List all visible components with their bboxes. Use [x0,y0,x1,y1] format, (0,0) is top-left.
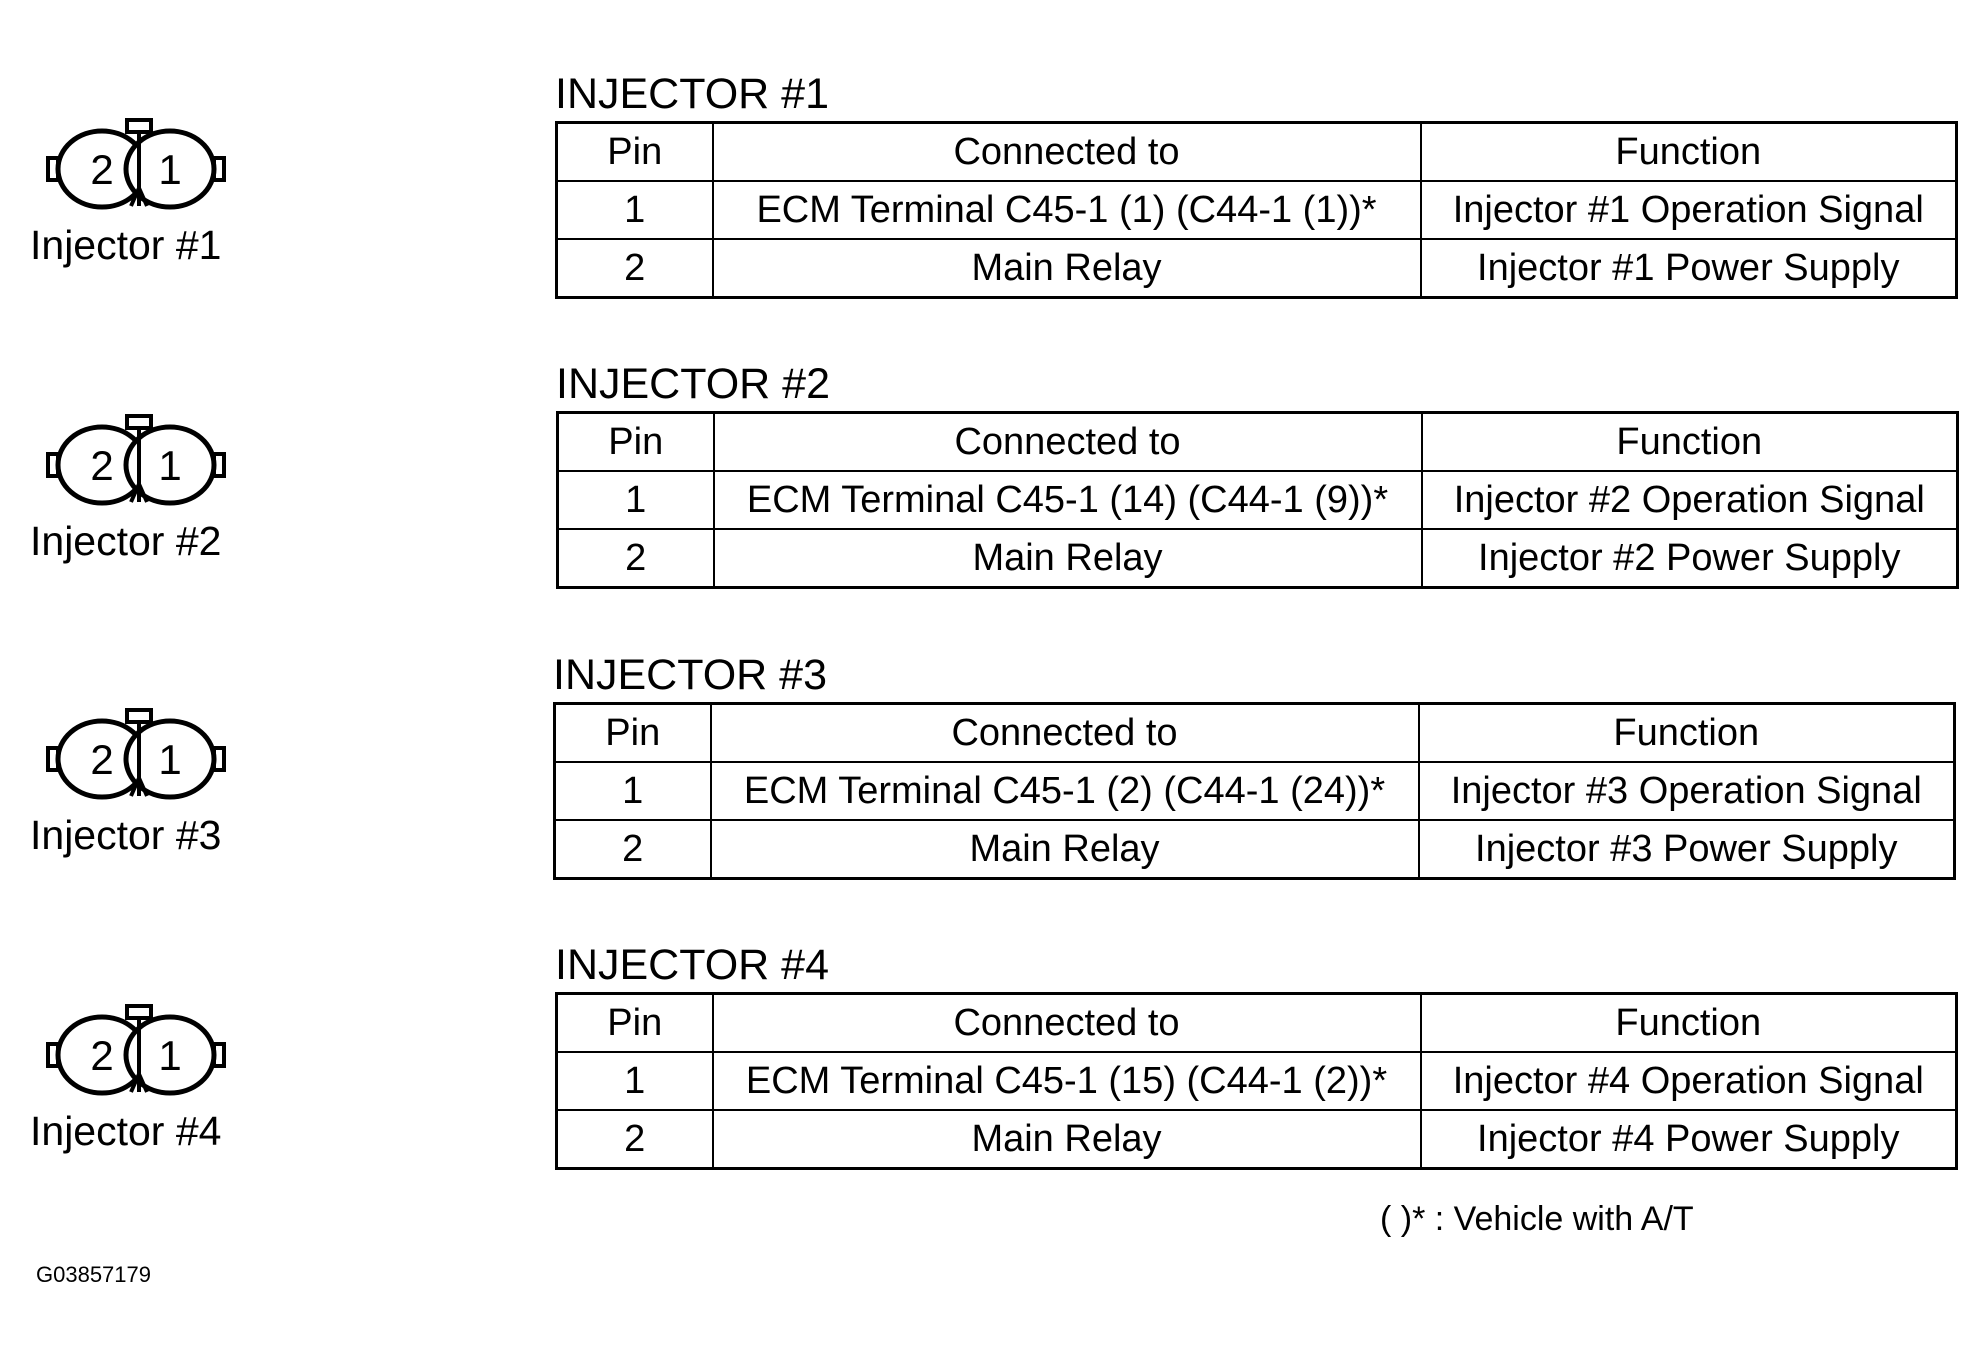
table-header-row [557,994,1957,1053]
section-title: INJECTOR #4 [555,941,829,989]
table-row [555,762,1955,820]
pin-cell: 1 [557,1052,713,1110]
column-header-function: Function [1421,994,1957,1053]
pin-cell: 2 [555,820,711,879]
pin-cell: 1 [558,471,714,529]
column-header-function: Function [1421,123,1957,182]
function-cell: Injector #2 Power Supply [1422,529,1958,588]
connector-injector-1 [30,118,290,269]
column-header-pin: Pin [555,704,711,763]
table-row [557,1052,1957,1110]
connector-label: Injector #3 [30,812,222,858]
table-row [557,1110,1957,1169]
column-header-connected: Connected to [714,413,1422,472]
connected-cell: ECM Terminal C45-1 (14) (C44-1 (9))* [714,471,1422,529]
connector-pin-2: 2 [90,736,114,783]
connected-cell: Main Relay [713,239,1421,298]
column-header-function: Function [1419,704,1955,763]
pin-table [555,992,1958,1170]
footnote: ( )* : Vehicle with A/T [1380,1200,1694,1238]
column-header-pin: Pin [557,123,713,182]
connected-cell: ECM Terminal C45-1 (2) (C44-1 (24))* [711,762,1419,820]
connector-icon [46,708,226,808]
section-title: INJECTOR #2 [556,360,830,408]
function-cell: Injector #3 Operation Signal [1419,762,1955,820]
connected-cell: Main Relay [713,1110,1421,1169]
connector-pin-2: 2 [90,146,114,193]
table-row [557,239,1957,298]
connector-injector-2 [30,414,290,565]
connector-pin-1: 1 [158,146,182,193]
function-cell: Injector #4 Power Supply [1421,1110,1957,1169]
injector-1-section [555,67,1955,299]
pin-cell: 2 [558,529,714,588]
pin-table [555,121,1958,299]
function-cell: Injector #2 Operation Signal [1422,471,1958,529]
pin-cell: 1 [557,181,713,239]
column-header-connected: Connected to [713,994,1421,1053]
connector-pin-1: 1 [158,736,182,783]
pin-cell: 2 [557,239,713,298]
table-header-row [558,413,1958,472]
function-cell: Injector #4 Operation Signal [1421,1052,1957,1110]
table-row [555,820,1955,879]
injector-3-section [553,648,1953,880]
connector-injector-4 [30,1004,290,1155]
table-row [558,471,1958,529]
connected-cell: Main Relay [714,529,1422,588]
pin-table [553,702,1956,880]
connector-icon [46,1004,226,1104]
section-title: INJECTOR #3 [553,651,827,699]
connected-cell: ECM Terminal C45-1 (15) (C44-1 (2))* [713,1052,1421,1110]
pin-cell: 1 [555,762,711,820]
section-title: INJECTOR #1 [555,70,829,118]
column-header-pin: Pin [557,994,713,1053]
figure-code: G03857179 [36,1262,151,1287]
function-cell: Injector #3 Power Supply [1419,820,1955,879]
connector-pin-2: 2 [90,442,114,489]
column-header-pin: Pin [558,413,714,472]
function-cell: Injector #1 Power Supply [1421,239,1957,298]
injector-2-section [556,357,1956,589]
column-header-function: Function [1422,413,1958,472]
connected-cell: ECM Terminal C45-1 (1) (C44-1 (1))* [713,181,1421,239]
connector-label: Injector #4 [30,1108,222,1154]
column-header-connected: Connected to [713,123,1421,182]
connector-label: Injector #2 [30,518,222,564]
table-header-row [555,704,1955,763]
table-row [558,529,1958,588]
connector-injector-3 [30,708,290,859]
connector-icon [46,414,226,514]
connector-label: Injector #1 [30,222,222,268]
connected-cell: Main Relay [711,820,1419,879]
pin-table [556,411,1959,589]
function-cell: Injector #1 Operation Signal [1421,181,1957,239]
connector-pin-2: 2 [90,1032,114,1079]
connector-pin-1: 1 [158,442,182,489]
injector-4-section [555,938,1955,1170]
connector-pin-1: 1 [158,1032,182,1079]
pin-cell: 2 [557,1110,713,1169]
table-header-row [557,123,1957,182]
column-header-connected: Connected to [711,704,1419,763]
table-row [557,181,1957,239]
connector-icon [46,118,226,218]
